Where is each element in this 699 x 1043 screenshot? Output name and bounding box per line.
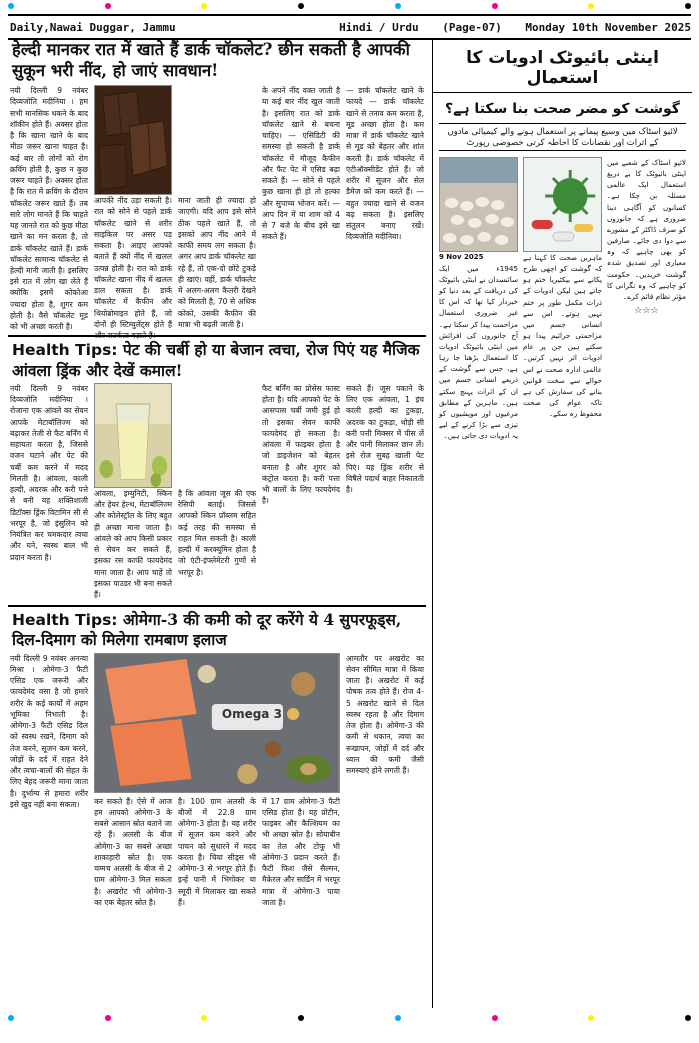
urdu-date: 9 Nov 2025: [439, 253, 484, 261]
bacteria-pills-image: [523, 157, 602, 252]
article2-col1: नयी दिल्ली 9 नवंबर दिव्यजोति मदीनिया । रोजाना एक आंवले का सेवन आपके मेटाबॉलिज्म को बढ़ाकर तेजी से फैट बर्निंग में सहायता करता है, जिससे वजन घटाने और पेट की चर्बी कम करने में मदद मिलती है। आंवला, काली हल्दी, अदरक और करी पत्ते से बनी यह शक्तिशाली डिटॉक्स ड्रिंक विटामिन सी से भरपूर है, जो इंसुलिन को नियंत्रित कर चमकदार त्वचा और घने, स्वस्थ बाल भी प्रदान करता है।: [10, 384, 88, 562]
article2-col4: फैट बर्निंग का प्रोसेस फास्ट होता है। यदि आपको पेट के आसपास चर्बी जमी हुई हो तो इसका सेवन काफी फायदेमंद हो सकता है। आंवला में फाइबर होता है जो डाइजेशन को बेहतर बनाता है और शुगर को कंट्रोल करता है। करी पत्ता भी बालों के लिए फायदेमंद है।: [262, 384, 340, 506]
omega3-image-label: Omega 3: [221, 707, 282, 722]
article2-headline: [8, 335, 426, 383]
article3-label: Health Tips:: [12, 611, 118, 629]
article1-col5: — डार्क चॉकलेट खाने के फायदे — डार्क चॉकलेट खाने से तनाव कम करता है, मूड अच्छा होता है। कम मात्रा में डार्क चॉकलेट खाने से मूड को बेहतर और शांत करती है। डार्क चॉकलेट में एंटीऑक्सीडेंट होते हैं। जो शरीर में सूजन और सेल डैमेज को कम करते हैं। — बहुत ज्यादा खाने से वजन बढ़ सकता है। इसलिए संतुलन बनाए रखें। दिव्यजोति मदीनिया।: [346, 86, 424, 242]
masthead-paper: Daily,Nawai Duggar, Jammu: [10, 20, 176, 34]
article1-col1: नयी दिल्ली 9 नवंबर दिव्यजोति मदीनिया । हम सभी मानसिक थकने के बाद शॉकीन होते हैं। अक्सर होता है कि खाना खाने के बाद मीठा जरूर खाना चाहत है। कई बार तो लोगों को रोग क्रविंग होती है, कुछ न कुछ जरूर चाहते हैं। अक्सर होता है कि रात में क्रविंग के दौरान चॉकलेट जरूर खाते हैं। तब सारे लोग मानते हैं कि चाहते यह जानते रात को कुछ मीठा खाने का मन करता है, तो डार्क चॉकलेट खाते हैं। डार्क चॉकलेट सामान्य चॉकलेट से हेल्दी मानी जाती है। इसलिए इसे रात में लोग खा लेते हैं क्योंकि इसमें कोकोआ ज्यादा होता है, शुगर कम होती है। वैसे चॉकलेट मूड को भी अच्छा करती है।: [10, 86, 88, 332]
article2-col3: है कि आंवला जूस की एक रेसिपी बताई। जिससे आपको स्किन प्रॉब्लम सहित कई तरह की समस्या से राहत मिल सकती है। काली हल्दी में करक्यूमिन होता है जो एंटी-इंफ्लेमेटरी गुणों से भरपूर है।: [178, 489, 256, 577]
urdu-headline: اینٹی بائیوٹک ادویات کا استعمال: [433, 38, 692, 93]
article3-body: [8, 653, 426, 1043]
poultry-farm-image: [439, 157, 518, 252]
urdu-col2: ماہرین صحت کا کہنا ہے کہ گوشت کو اچھی طرح پکانے سے بیکٹیریا ختم ہو جاتے ہیں لیکن ادویات کے ذرات مکمل طور پر ختم نہیں ہوتے۔ اس سے انسانی جسم میں مزاحمتی جراثیم پیدا ہو سکتے ہیں جن پر عام ادویات اثر نہیں کرتیں۔ عالمی ادارہ صحت نے اس حوالے سے سخت قوانین بنانے کی سفارش کی ہے تاکہ عوام کی صحت محفوظ رہ سکے۔: [523, 157, 602, 987]
article3-headline: [8, 605, 426, 653]
hindi-section: [8, 38, 426, 1008]
omega3-foods-image: [94, 653, 340, 793]
article2-col2: आंवला, इम्युनिटी, स्किन और हेयर हेल्थ, मेटाबॉलिज्म और कोलेस्ट्रॉल के लिए बहुत ही अच्छा माना जाता है। आंवले को आप किसी प्रकार से सेवन कर सकते हैं, इसका रस काफी फायदेमंद माना जाता है। आप चाहें तो इसका पाउडर भी बना सकते हैं।: [94, 383, 172, 605]
article1-headline: हेल्दी मानकर रात में खाते हैं डार्क चॉकलेट? छीन सकती है आपकी सुकून भरी नींद, हो जाएं सावधान!: [12, 40, 410, 80]
article3-col2: कर सकते हैं। ऐसे में आज हम आपको ओमेगा-3 के सबसे आसान स्रोत बताने जा रहे हैं। अलसी के बीज ओमेगा-3 का सबसे अच्छा शाकाहारी स्रोत है। एक चम्मच अलसी के बीज से 2 ग्राम ओमेगा-3 मिल सकता है। अखरोट भी ओमेगा-3 का एक बेहतर स्रोत है।: [94, 796, 173, 907]
print-registration-bottom: [0, 1014, 699, 1022]
urdu-body: [433, 153, 692, 991]
urdu-col1: 9 Nov 2025 1945ء میں ایک سائنسدان نے اینٹی بائیوٹک کی دریافت کے بعد دنیا کو خبردار کیا تھا کہ اس کا غیر ضروری استعمال مزاحمت پیدا کر سکتا ہے۔ آج جانوروں کی افزائش میں اینٹی بائیوٹک ادویات کا استعمال بڑھتا جا رہا ہے، جس سے گوشت کے ذریعے انسانی جسم میں ان کے اثرات پہنچ سکتے ہیں۔ ماہرین کے مطابق مرغیوں اور مویشیوں کو تیزی سے بڑا کرنے کے لیے یہ ادویات دی جاتی ہیں۔: [439, 157, 518, 987]
article3-col3: है। 100 ग्राम अलसी के बीजों में 22.8 ग्राम ओमेगा-3 होता है। यह शरीर में सूजन कम करने और पाचन को सुधारने में मदद करता है। चिया सीड्स भी ओमेगा-3 से भरपूर होते हैं। इन्हें पानी में भिगोकर या स्मूदी में मिलाकर खा सकते हैं।: [178, 796, 256, 907]
article1-col3: माना जाती ही ज्यादा हो जाएगी। यदि आप इसे सोने ठीक पहले खाते हैं, तो इसको आप नींद आने में काफी समय लग सकता है। अगर आप डार्क चॉकलेट खा रहे हैं, तो एक-दो छोटे टुकड़े ही खाएं। वहीं, डार्क चॉकलेट में अलग-अलग कैलरी देखने को मिलती है, 70 से अधिक कोको, उसकी कैफीन की मात्रा भी बढ़ती जाती है।: [178, 196, 256, 329]
amla-drink-image: [94, 383, 172, 488]
urdu-intro: لائیو اسٹاک میں وسیع پیمانے پر استعمال ہونے والے کیمیائی مادوں کے اثرات اور نقصانات کا احاطہ کرتی خصوصی رپورٹ: [439, 123, 686, 151]
urdu-col3: لائیو اسٹاک کے شعبے میں اینٹی بائیوٹک کا بے دریغ استعمال ایک عالمی مسئلہ بن چکا ہے۔ کسانوں کو آگاہی دینا ضروری ہے کہ جانوروں کو صرف ڈاکٹر کے مشورے سے دوا دی جائے۔ صارفین کو بھی چاہیے کہ وہ معیاری اور تصدیق شدہ گوشت خریدیں۔ حکومت کو چاہیے کہ وہ نگرانی کا مؤثر نظام قائم کرے۔ ☆☆☆: [607, 157, 686, 987]
article3-col4: में 17 ग्राम ओमेगा-3 फैटी एसिड होता है। यह प्रोटीन, फाइबर और कैल्शियम का भी अच्छा स्रोत है। सोयाबीन का तेल और टोफू भी ओमेगा-3 प्रदान करते हैं। फैटी फिश जैसे सैल्मन, मैकेरल और सार्डिन में भरपूर मात्रा में ओमेगा-3 पाया जाता है।: [262, 796, 340, 907]
urdu-section: [432, 38, 692, 1008]
urdu-end-stars: ☆☆☆: [634, 306, 659, 317]
article3-col1: नयी दिल्ली 9 नवंबर अनन्या मिश्रा । ओमेगा-3 फैटी एसिड एक जरूरी और फायदेमंद वसा है जो हमारे शरीर के कई कार्यों में अहम भूमिका निभाती है। ओमेगा-3 फैटी एसिड दिल को स्वस्थ रखने, दिमाग को तेज करने, सूजन कम करने, जोड़ों के दर्द में राहत देने और त्वचा-बालों की सेहत के लिए बेहद जरूरी माना जाता है। दुर्भाग्य से हमारा शरीर इसे खुद नहीं बना सकता।: [10, 653, 89, 809]
article3-title: ओमेगा-3 की कमी को दूर करेंगे ये 4 सुपरफूड्स, दिल-दिमाग को मिलेगा रामबाण इलाज: [12, 610, 402, 650]
masthead: [8, 14, 691, 40]
print-registration-top: [0, 2, 699, 10]
masthead-date: Monday 10th November 2025: [525, 20, 691, 34]
article3-col5: आमतौर पर अखरोट का सेवन सीमित मात्रा में किया जाता है। अखरोट में कई पोषक तत्व होते हैं। रोज 4-5 अखरोट खाने से दिल स्वस्थ रहता है और दिमाग तेज होता है। ओमेगा-3 की कमी से थकान, त्वचा का रूखापन, जोड़ों में दर्द और ध्यान की कमी जैसी समस्याएं होने लगती हैं।: [345, 653, 425, 776]
masthead-page: (Page-07): [442, 20, 502, 34]
masthead-language: Hindi / Urdu: [339, 20, 419, 34]
article1-col4: के अपने नींद वक्त जाती है या कई बार नींद खुल जाती है। इसलिए रात को डार्क चॉकलेट खाने से बचना चाहिए। — एसिडिटी की समस्या हो सकती है डार्क चॉकलेट में मौजूद कैफीन और फैट पेट में एसिड बढ़ा सकते हैं। — सोने से पहले कुछ खाना ही हो तो हल्का और सुपाच्य भोजन करें। — आप दिन में या शाम को 4 से 7 बजे के बीच इसे खा सकते हैं।: [262, 86, 340, 242]
article2-label: Health Tips:: [12, 341, 118, 360]
article2-body: [8, 383, 426, 605]
chocolate-image: [94, 85, 172, 195]
article1-body: [8, 85, 426, 341]
urdu-subheadline: گوشت کو مضر صحت بنا سکتا ہے؟: [445, 101, 680, 117]
article3-middle: [94, 653, 340, 1043]
article2-col5: सकते हैं। जूस पकाने के लिए एक आंवला, 1 इंच काली हल्दी का टुकड़ा, अदरक का टुकड़ा, थोड़ी सी करी पत्ती मिक्सर में पीस लें और पानी मिलाकर छान लें। इसे रोज सुबह खाली पेट पिएं। यह ड्रिंक शरीर से विषैले पदार्थ बाहर निकालती है।: [346, 384, 424, 495]
article2-title: पेट की चर्बी हो या बेजान त्वचा, रोज पिएं यह मैजिक आंवला ड्रिंक और देखें कमाल!: [12, 340, 420, 380]
article1-col2: आपकी नींद उड़ा सकती है। रात को सोने से पहले डार्क चॉकलेट खाने से शरीर साइकिल पर असर पड़ सकता है। आइए आपको बताते हैं क्यों नींद में खलल उत्पन्न होती है। रात को डार्क चॉकलेट खाना नींद में खलल डाल सकता है। डार्क चॉकलेट में कैफीन और थियोब्रोमाइन होते हैं, जो दोनों ही स्टिम्युलेंट्स होते हैं और सतर्कता बढ़ाते हैं।: [94, 85, 172, 335]
